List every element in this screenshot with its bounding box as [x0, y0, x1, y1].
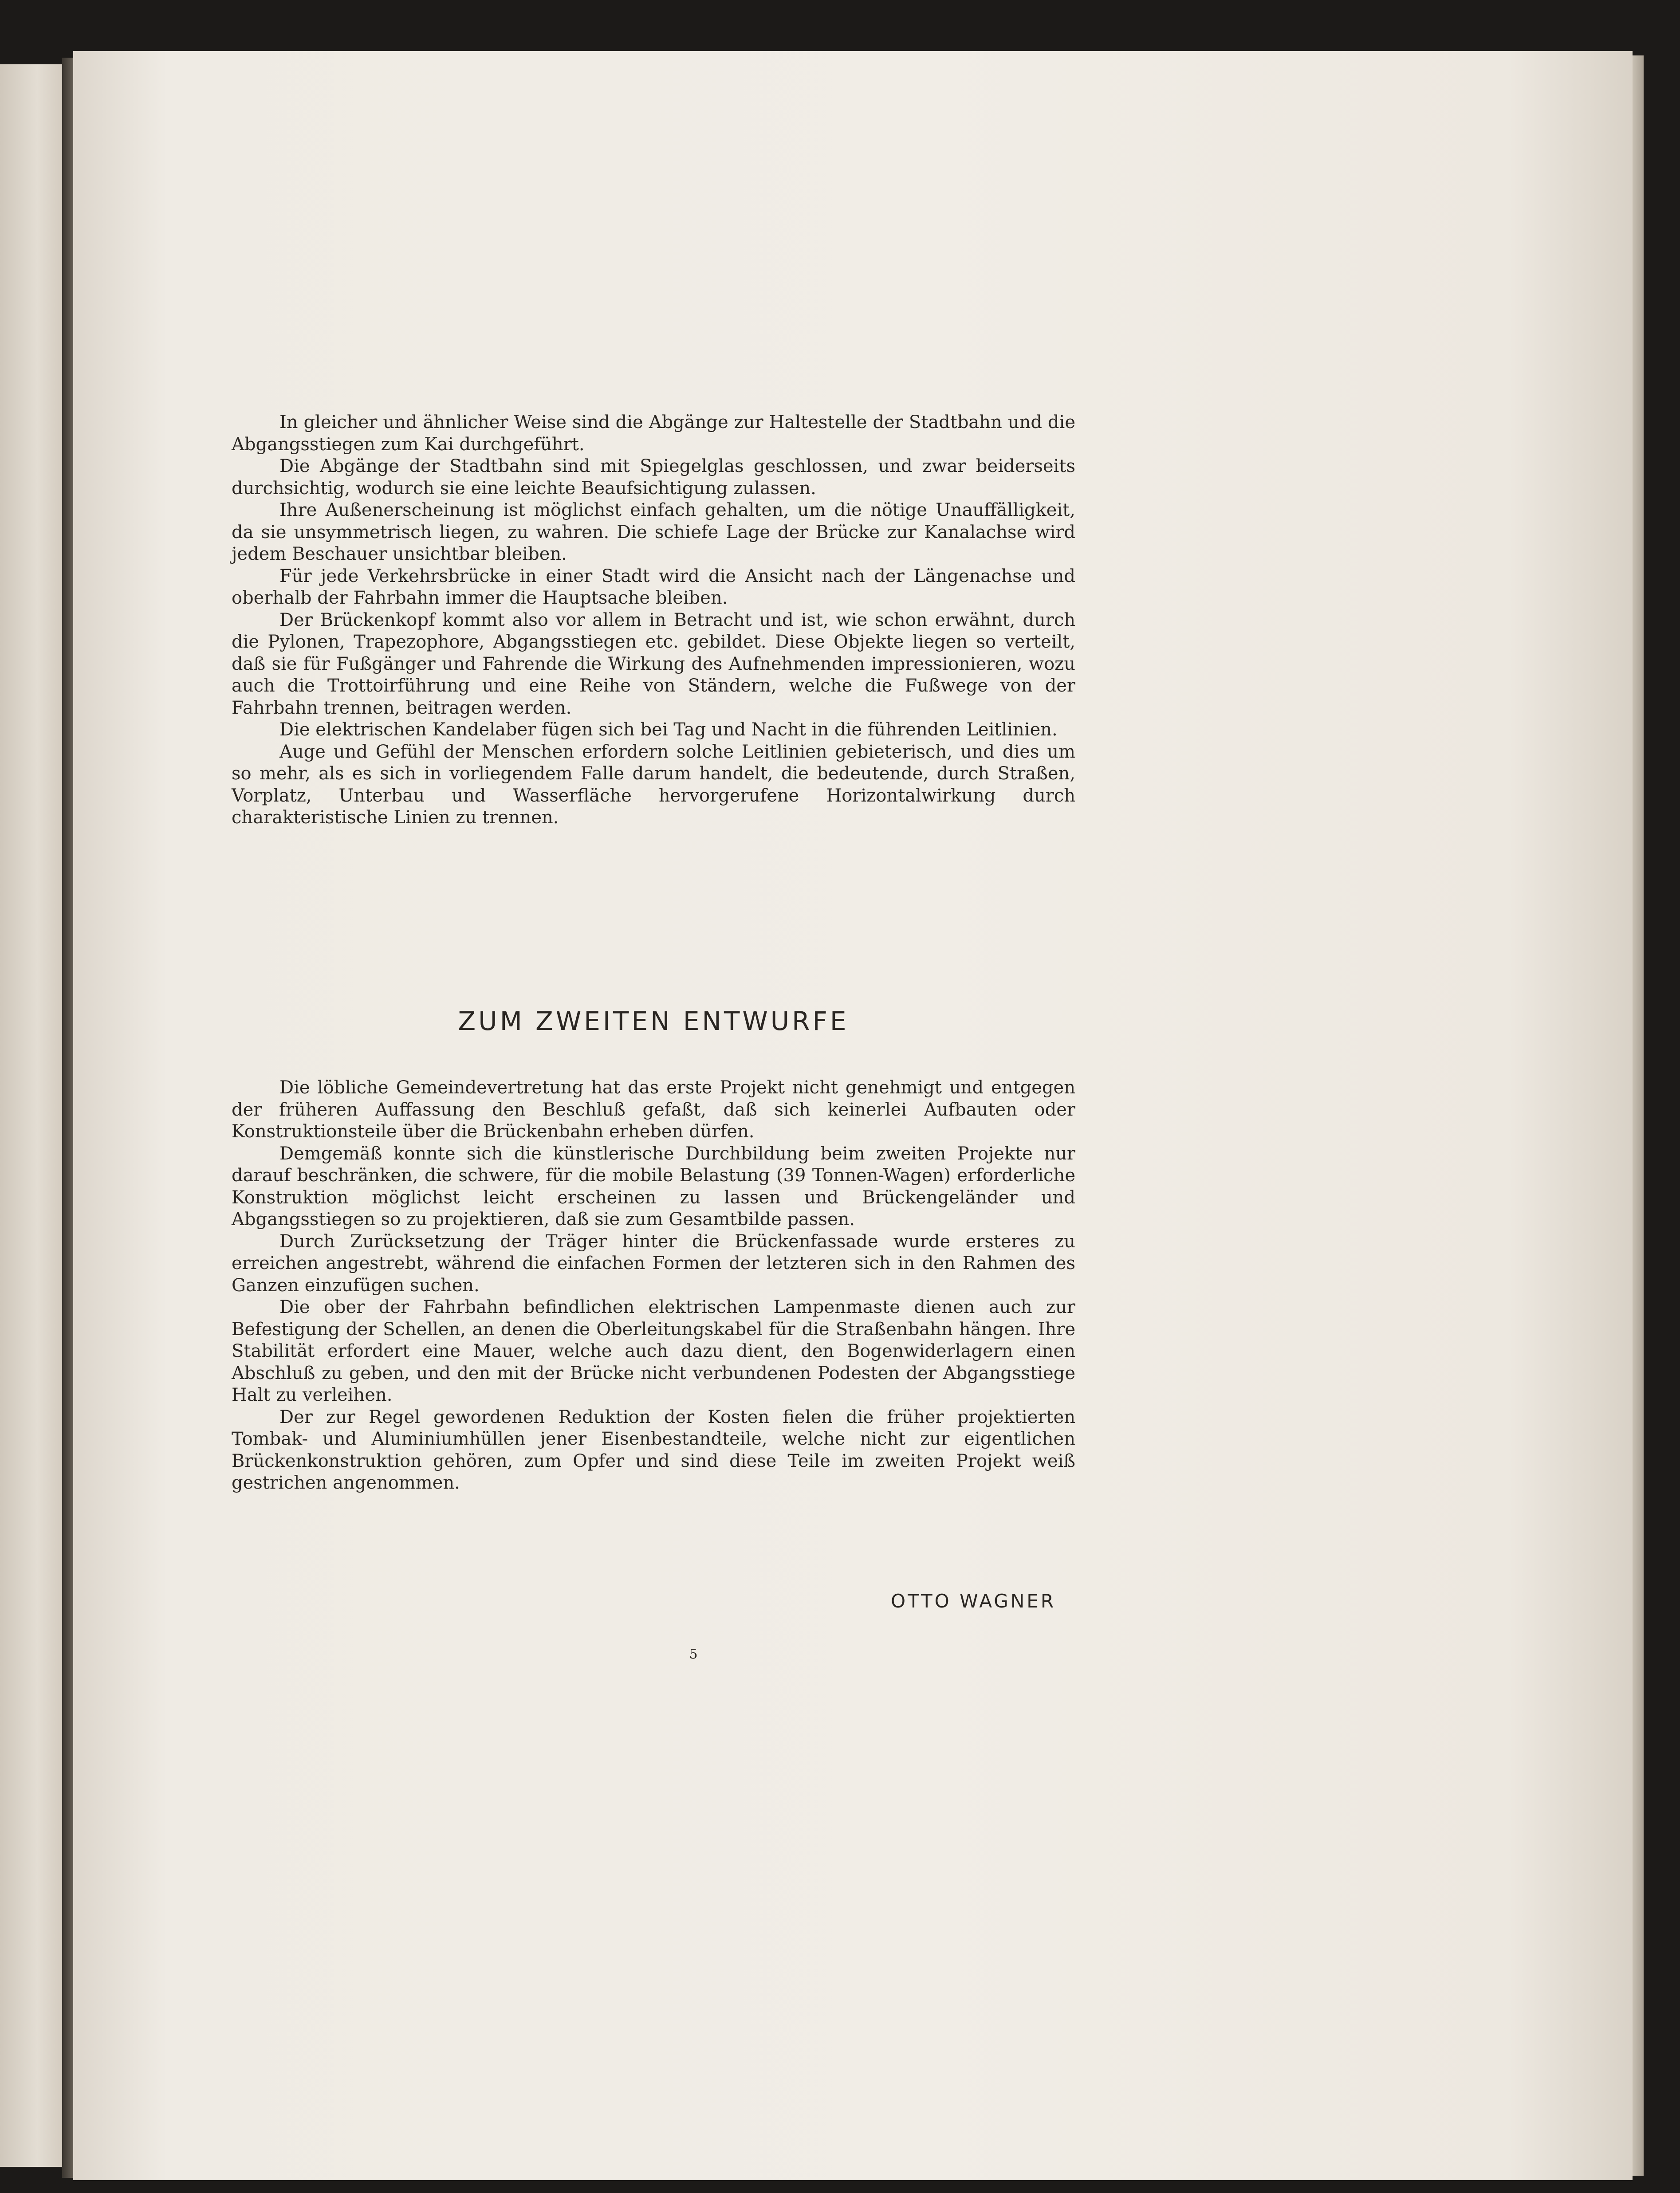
section-heading: ZUM ZWEITEN ENTWURFE [458, 1006, 849, 1036]
author-signature: OTTO WAGNER [891, 1590, 1056, 1612]
page-edge-right [1633, 55, 1644, 2176]
paragraph: Die löbliche Gemeindevertretung hat das erste Projekt nicht genehmigt und entgegen der früheren Auffassung den Beschluß gefaßt, daß sich keinerlei Aufbauten oder Konstruktionsteile über die Brückenbahn erheben dürfen. [232, 1077, 1075, 1142]
left-page-edge [0, 64, 62, 2167]
paragraph: Die elektrischen Kandelaber fügen sich bei Tag und Nacht in die führenden Leitlinien. [279, 719, 1058, 740]
paragraph: In gleicher und ähnlicher Weise sind die Abgänge zur Haltestelle der Stadtbahn und die Abgangsstiegen zum Kai durchgeführt. [232, 412, 1075, 455]
page-number: 5 [689, 1647, 698, 1662]
body-text-part-two [232, 1077, 1075, 1494]
body-text-part-one [232, 412, 1075, 829]
paragraph: Durch Zurücksetzung der Träger hinter die Brückenfassade wurde ersteres zu erreichen angestrebt, während die einfachen Formen der letzteren sich in den Rahmen des Ganzen einzufügen suchen. [232, 1231, 1075, 1296]
paragraph: Auge und Gefühl der Menschen erfordern solche Leitlinien gebieterisch, und dies um so mehr, als es sich in vorliegendem Falle darum handelt, die bedeutende, durch Straßen, Vorplatz, Unterbau und Wasserfläche hervorgerufene Horizontalwirkung durch charakteristische Linien zu trennen. [232, 741, 1075, 828]
paragraph: Ihre Außenerscheinung ist möglichst einfach gehalten, um die nötige Unauffälligkeit, da sie unsymmetrisch liegen, zu wahren. Die schiefe Lage der Brücke zur Kanalachse wird jedem Beschauer unsichtbar bleiben. [232, 500, 1075, 564]
paragraph: Die Abgänge der Stadtbahn sind mit Spiegelglas geschlossen, und zwar beiderseits durchsichtig, wodurch sie eine leichte Beaufsichtigung zulassen. [232, 456, 1075, 499]
paragraph: Der Brückenkopf kommt also vor allem in Betracht und ist, wie schon erwähnt, durch die Pylonen, Trapezophore, Abgangsstiegen etc. gebildet. Diese Objekte liegen so verteilt, daß sie für Fußgänger und Fahrende die Wirkung des Aufnehmenden impressionieren, wozu auch die Trottoirführung und eine Reihe von Ständern, welche die Fußwege von der Fahrbahn trennen, beitragen werden. [232, 609, 1075, 718]
paragraph: Der zur Regel gewordenen Reduktion der Kosten fielen die früher projektierten Tombak- und Aluminiumhüllen jener Eisenbestandteile, welche nicht zur eigentlichen Brückenkonstruktion gehören, zum Opfer und sind diese Teile im zweiten Projekt weiß gestrichen angenommen. [232, 1407, 1075, 1493]
paragraph: Demgemäß konnte sich die künstlerische Durchbildung beim zweiten Projekte nur darauf beschränken, die schwere, für die mobile Belastung (39 Tonnen-Wagen) erforderliche Konstruktion möglichst leicht erscheinen zu lassen und Brückengeländer und Abgangsstiegen so zu projektieren, daß sie zum Gesamtbilde passen. [232, 1143, 1075, 1230]
paragraph: Für jede Verkehrsbrücke in einer Stadt wird die Ansicht nach der Längenachse und oberhalb der Fahrbahn immer die Hauptsache bleiben. [232, 566, 1075, 608]
paragraph: Die ober der Fahrbahn befindlichen elektrischen Lampenmaste dienen auch zur Befestigung der Schellen, an denen die Oberleitungskabel für die Straßenbahn hängen. Ihre Stabilität erfordert eine Mauer, welche auch dazu dient, den Bogenwiderlagern einen Abschluß zu geben, und den mit der Brücke nicht verbundenen Podesten der Abgangsstiege Halt zu verleihen. [232, 1297, 1075, 1405]
